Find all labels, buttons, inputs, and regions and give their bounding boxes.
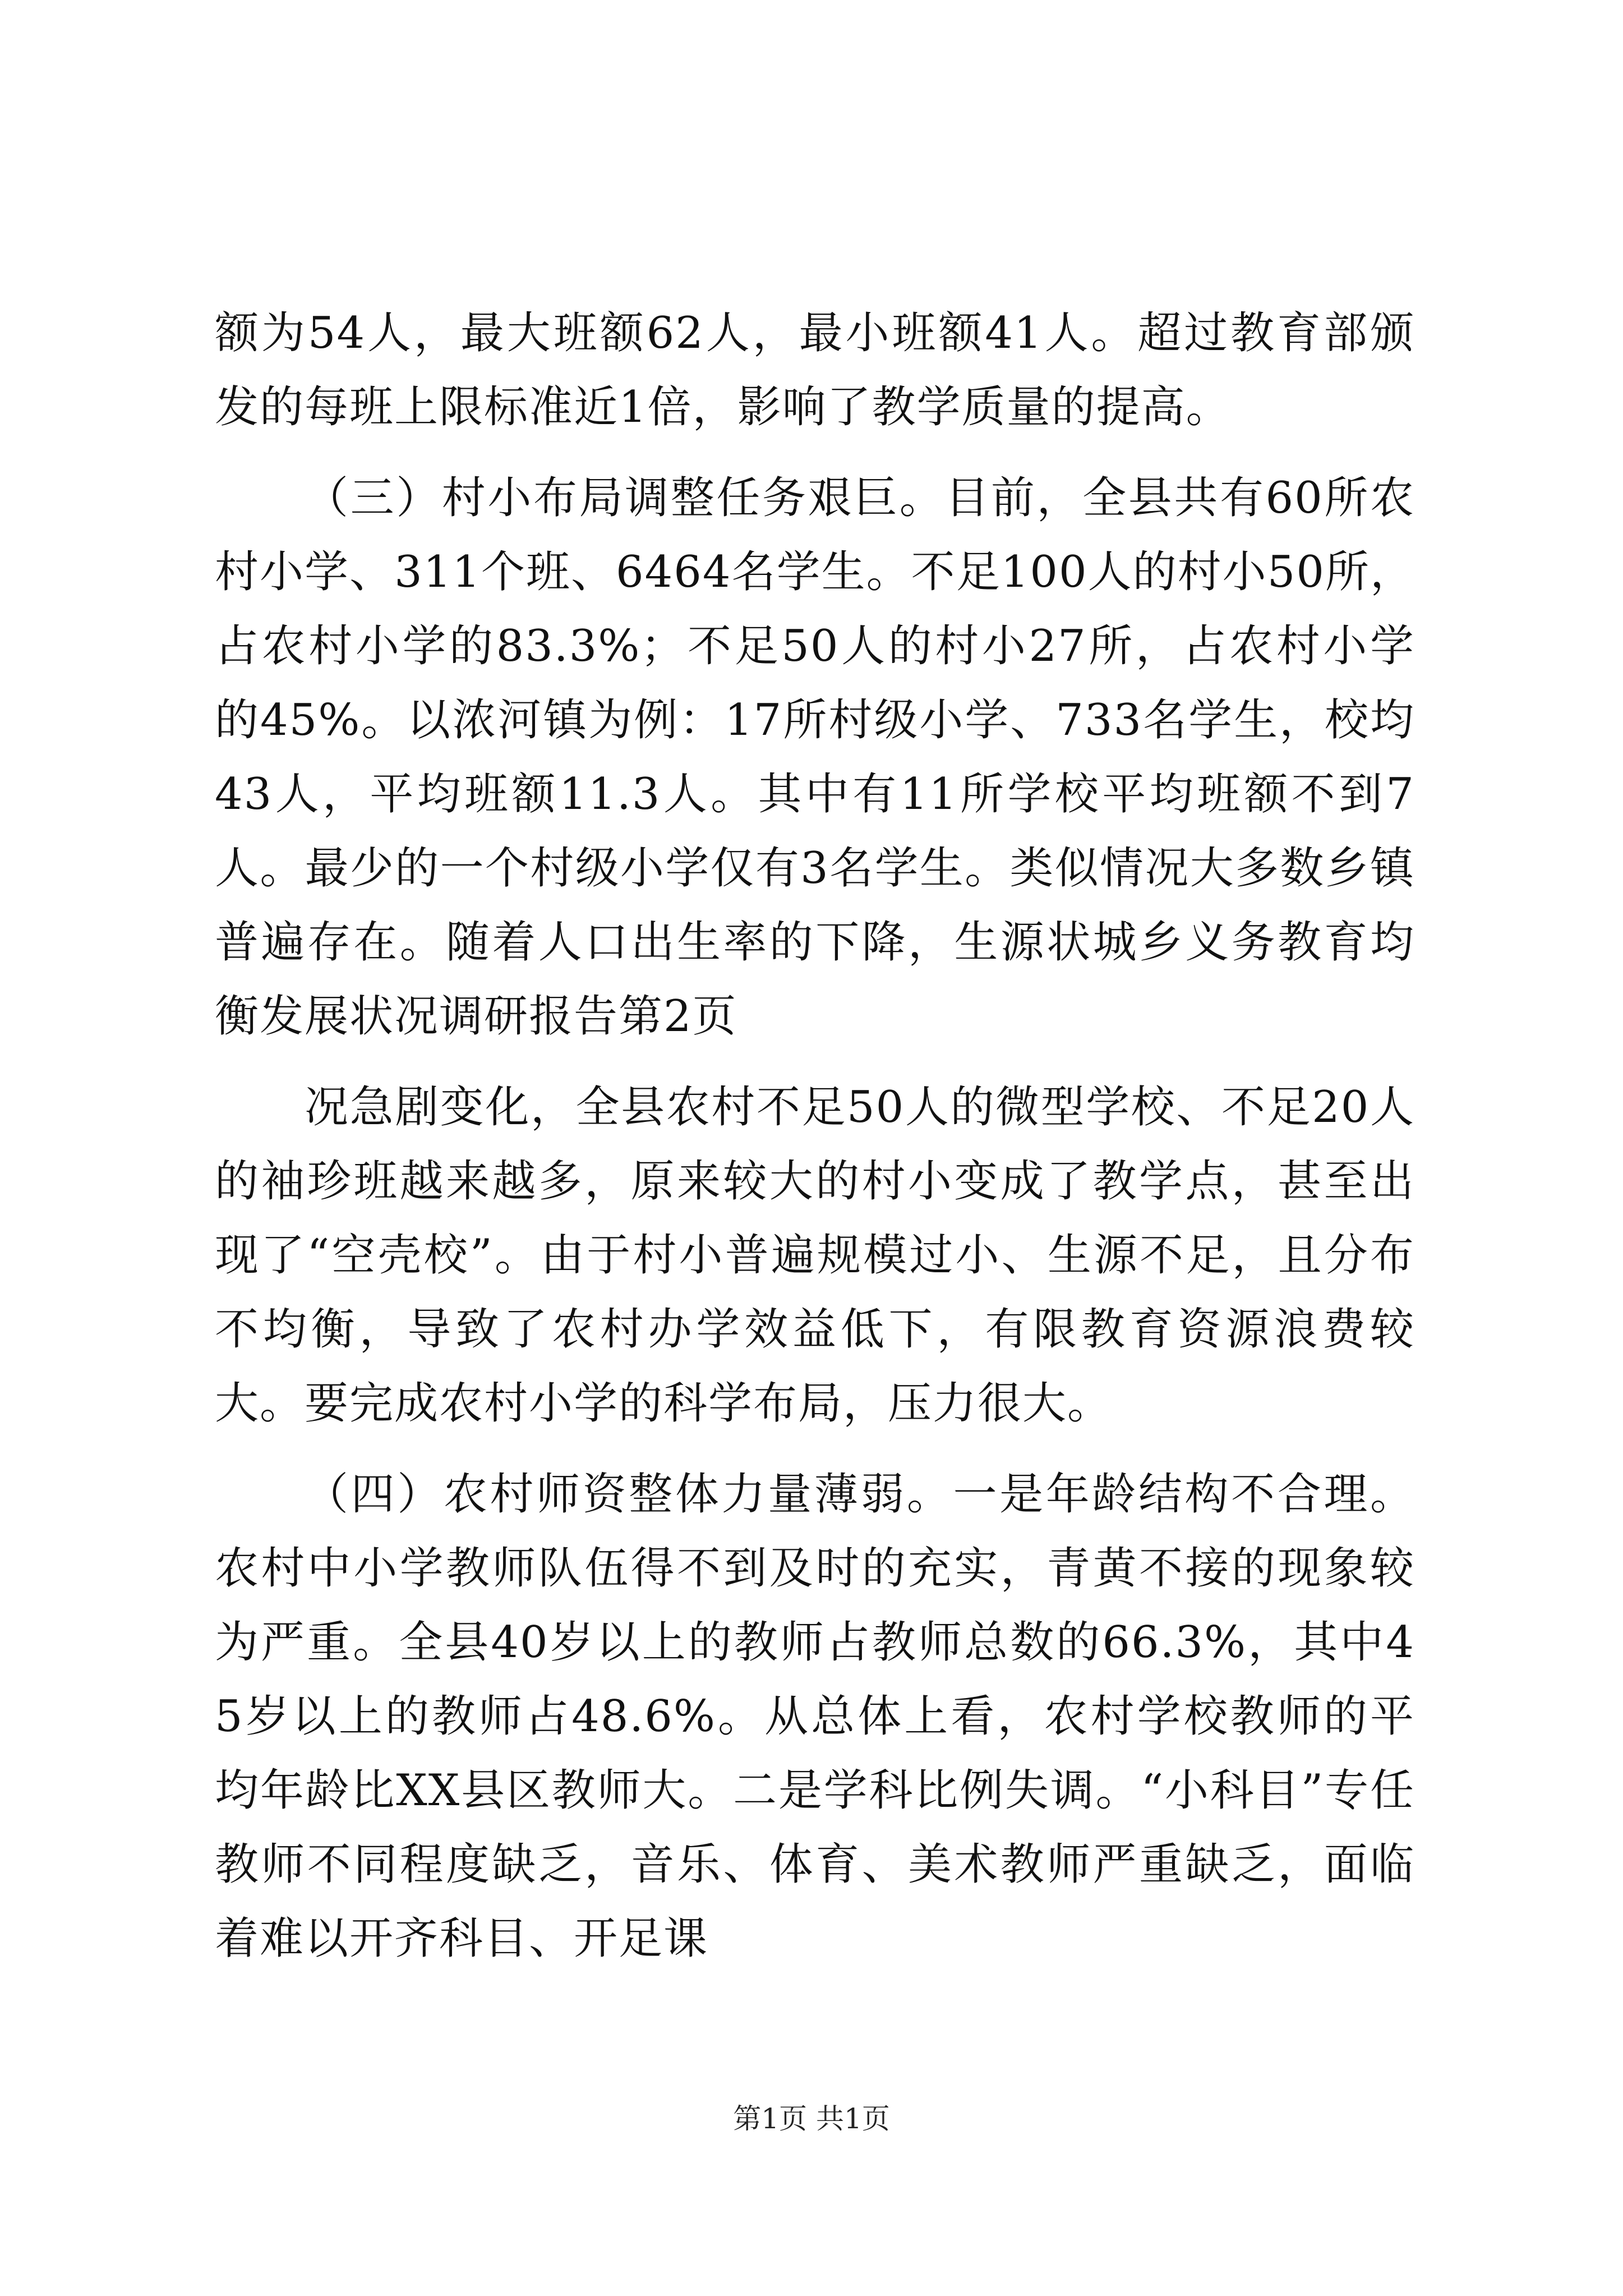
document-body (215, 296, 1415, 1976)
paragraph-village-school-layout: （三）村小布局调整任务艰巨。目前，全县共有60所农村小学、311个班、6464名学生。不足100人的村小50所，占农村小学的83.3%；不足50人的村小27所，占农村小学的45%。以浓河镇为例：17所村级小学、733名学生，校均43人，平均班额11.3人。其中有11所学校平均班额不到7人。最少的一个村级小学仅有3名学生。类似情况大多数乡镇普遍存在。随着人口出生率的下降，生源状城乡义务教育均衡发展状况调研报告第2页 (215, 473, 1415, 1042)
page-footer (0, 2102, 1623, 2136)
paragraph-rural-teachers: （四）农村师资整体力量薄弱。一是年龄结构不合理。农村中小学教师队伍得不到及时的充实，青黄不接的现象较为严重。全县40岁以上的教师占教师总数的66.3%，其中45岁以上的教师占48.6%。从总体上看，农村学校教师的平均年龄比XX县区教师大。二是学科比例失调。“小科目”专任教师不同程度缺乏，音乐、体育、美术教师严重缺乏，面临着难以开齐科目、开足课 (215, 1469, 1415, 1964)
paragraph-micro-schools: 况急剧变化，全县农村不足50人的微型学校、不足20人的袖珍班越来越多，原来较大的村小变成了教学点，甚至出现了“空壳校”。由于村小普遍规模过小、生源不足，且分布不均衡，导致了农村办学效益低下，有限教育资源浪费较大。要完成农村小学的科学布局，压力很大。 (215, 1082, 1415, 1429)
page-number-label: 第1页 共1页 (733, 2102, 890, 2135)
paragraph-class-size: 额为54人，最大班额62人，最小班额41人。超过教育部颁发的每班上限标准近1倍，影响了教学质量的提高。 (215, 308, 1415, 432)
